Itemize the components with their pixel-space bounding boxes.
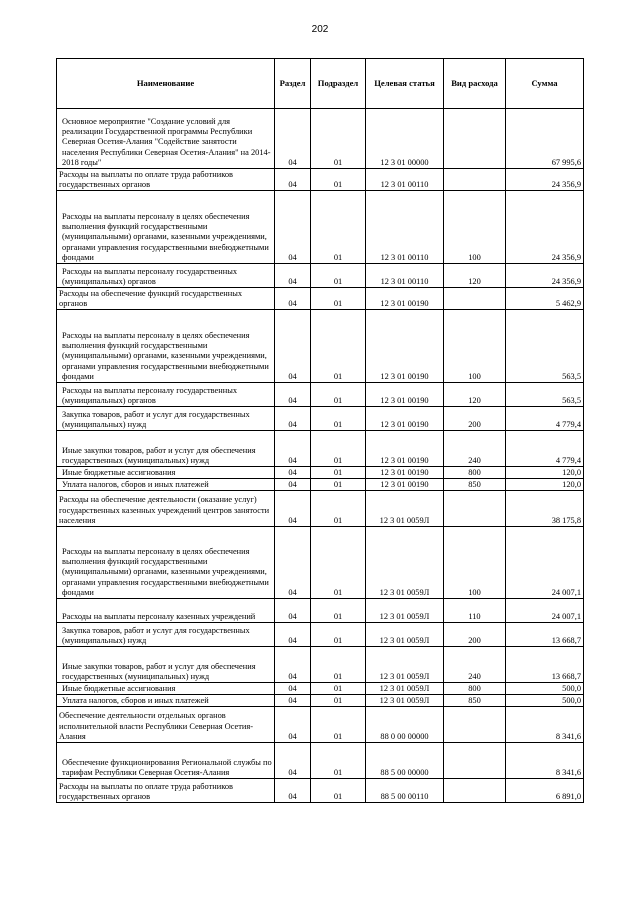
table-row	[57, 169, 584, 191]
row-expense-type: 850	[444, 695, 506, 707]
row-expense-type: 120	[444, 264, 506, 288]
row-name: Закупка товаров, работ и услуг для государственных (муниципальных) нужд	[57, 407, 275, 431]
row-sum: 4 779,4	[506, 407, 584, 431]
row-target: 12 3 01 00110	[366, 191, 444, 264]
row-subsection: 01	[311, 479, 366, 491]
row-section: 04	[275, 191, 311, 264]
table-row	[57, 527, 584, 599]
row-name: Расходы на выплаты персоналу в целях обеспечения выполнения функций государственными (муниципальными) органами, казенными учреждениями, органами управления государственными внебюджетными фондами	[57, 527, 275, 599]
row-target: 88 0 00 00000	[366, 707, 444, 743]
row-name: Иные бюджетные ассигнования	[57, 683, 275, 695]
row-section: 04	[275, 623, 311, 647]
col-header-subsection: Подраздел	[311, 59, 366, 109]
row-section: 04	[275, 467, 311, 479]
row-target: 12 3 01 0059Л	[366, 599, 444, 623]
row-section: 04	[275, 479, 311, 491]
row-subsection: 01	[311, 169, 366, 191]
row-target: 12 3 01 0059Л	[366, 647, 444, 683]
page-number: 202	[311, 24, 329, 35]
row-section: 04	[275, 383, 311, 407]
row-expense-type: 100	[444, 527, 506, 599]
table-row	[57, 407, 584, 431]
row-target: 88 5 00 00110	[366, 779, 444, 803]
row-subsection: 01	[311, 109, 366, 169]
row-name: Расходы на выплаты персоналу казенных учреждений	[57, 599, 275, 623]
row-section: 04	[275, 407, 311, 431]
table-row	[57, 467, 584, 479]
row-subsection: 01	[311, 707, 366, 743]
row-subsection: 01	[311, 695, 366, 707]
row-sum: 5 462,9	[506, 288, 584, 310]
row-name: Обеспечение функционирования Региональной службы по тарифам Республики Северная Осетия-Алания	[57, 743, 275, 779]
row-name: Расходы на выплаты персоналу в целях обеспечения выполнения функций государственными (муниципальными) органами, казенными учреждениями, органами управления государственными внебюджетными фондами	[57, 191, 275, 264]
row-subsection: 01	[311, 647, 366, 683]
row-section: 04	[275, 264, 311, 288]
row-name: Расходы на обеспечение функций государственных органов	[57, 288, 275, 310]
budget-table	[56, 58, 584, 803]
row-sum: 6 891,0	[506, 779, 584, 803]
row-name: Расходы на выплаты по оплате труда работников государственных органов	[57, 169, 275, 191]
row-subsection: 01	[311, 779, 366, 803]
row-sum: 8 341,6	[506, 707, 584, 743]
row-section: 04	[275, 169, 311, 191]
row-sum: 13 668,7	[506, 647, 584, 683]
table-row	[57, 647, 584, 683]
row-expense-type: 110	[444, 599, 506, 623]
row-expense-type: 120	[444, 383, 506, 407]
row-subsection: 01	[311, 288, 366, 310]
row-expense-type	[444, 109, 506, 169]
row-name: Расходы на обеспечение деятельности (оказание услуг) государственных казенных учреждений центров занятости населения	[57, 491, 275, 527]
col-header-target: Целевая статья	[366, 59, 444, 109]
row-target: 12 3 01 00190	[366, 431, 444, 467]
row-target: 12 3 01 00190	[366, 383, 444, 407]
row-section: 04	[275, 431, 311, 467]
table-row	[57, 623, 584, 647]
table-header	[57, 59, 584, 109]
col-header-sum: Сумма	[506, 59, 584, 109]
row-sum: 500,0	[506, 683, 584, 695]
header-row	[57, 59, 584, 109]
row-subsection: 01	[311, 683, 366, 695]
row-subsection: 01	[311, 467, 366, 479]
row-expense-type: 200	[444, 623, 506, 647]
col-header-section: Раздел	[275, 59, 311, 109]
row-subsection: 01	[311, 431, 366, 467]
row-expense-type: 200	[444, 407, 506, 431]
row-expense-type	[444, 779, 506, 803]
table-row	[57, 683, 584, 695]
row-target: 12 3 01 0059Л	[366, 491, 444, 527]
row-section: 04	[275, 310, 311, 383]
row-target: 12 3 01 00190	[366, 479, 444, 491]
row-section: 04	[275, 527, 311, 599]
table-row	[57, 599, 584, 623]
row-name: Основное мероприятие "Создание условий для реализации Государственной программы Республики Северная Осетия-Алания "Содействие занятости населения Республики Северная Осетия-Алания" на 2014-2018 годы"	[57, 109, 275, 169]
row-target: 12 3 01 0059Л	[366, 695, 444, 707]
row-section: 04	[275, 695, 311, 707]
row-target: 12 3 01 00110	[366, 169, 444, 191]
row-sum: 8 341,6	[506, 743, 584, 779]
table-row	[57, 191, 584, 264]
row-expense-type	[444, 288, 506, 310]
row-section: 04	[275, 288, 311, 310]
col-header-expense-type: Вид расхода	[444, 59, 506, 109]
row-target: 12 3 01 00000	[366, 109, 444, 169]
table-row	[57, 779, 584, 803]
row-expense-type: 240	[444, 647, 506, 683]
row-subsection: 01	[311, 599, 366, 623]
row-section: 04	[275, 743, 311, 779]
row-expense-type: 800	[444, 683, 506, 695]
row-section: 04	[275, 109, 311, 169]
row-expense-type: 240	[444, 431, 506, 467]
row-sum: 24 007,1	[506, 599, 584, 623]
row-target: 12 3 01 00110	[366, 264, 444, 288]
row-section: 04	[275, 779, 311, 803]
row-subsection: 01	[311, 407, 366, 431]
row-target: 12 3 01 00190	[366, 310, 444, 383]
row-name: Расходы на выплаты персоналу государственных (муниципальных) органов	[57, 383, 275, 407]
row-expense-type	[444, 743, 506, 779]
row-sum: 120,0	[506, 479, 584, 491]
row-sum: 500,0	[506, 695, 584, 707]
row-subsection: 01	[311, 527, 366, 599]
row-section: 04	[275, 683, 311, 695]
col-header-name: Наименование	[57, 59, 275, 109]
row-sum: 563,5	[506, 383, 584, 407]
row-name: Расходы на выплаты по оплате труда работников государственных органов	[57, 779, 275, 803]
row-target: 12 3 01 0059Л	[366, 623, 444, 647]
row-section: 04	[275, 491, 311, 527]
row-sum: 38 175,8	[506, 491, 584, 527]
row-section: 04	[275, 599, 311, 623]
row-subsection: 01	[311, 191, 366, 264]
row-name: Закупка товаров, работ и услуг для государственных (муниципальных) нужд	[57, 623, 275, 647]
row-sum: 24 356,9	[506, 169, 584, 191]
row-sum: 24 356,9	[506, 191, 584, 264]
table-row	[57, 383, 584, 407]
table-row	[57, 431, 584, 467]
row-name: Иные закупки товаров, работ и услуг для обеспечения государственных (муниципальных) нужд	[57, 647, 275, 683]
table-row	[57, 491, 584, 527]
row-expense-type: 100	[444, 191, 506, 264]
row-name: Обеспечение деятельности отдельных органов исполнительной власти Республики Северная Осетия-Алания	[57, 707, 275, 743]
row-subsection: 01	[311, 491, 366, 527]
row-name: Иные закупки товаров, работ и услуг для обеспечения государственных (муниципальных) нужд	[57, 431, 275, 467]
row-sum: 4 779,4	[506, 431, 584, 467]
row-target: 12 3 01 0059Л	[366, 683, 444, 695]
row-sum: 563,5	[506, 310, 584, 383]
row-section: 04	[275, 707, 311, 743]
table-row	[57, 310, 584, 383]
row-target: 88 5 00 00000	[366, 743, 444, 779]
table-row	[57, 743, 584, 779]
row-subsection: 01	[311, 383, 366, 407]
table-row	[57, 288, 584, 310]
table-row	[57, 109, 584, 169]
row-name: Расходы на выплаты персоналу в целях обеспечения выполнения функций государственными (муниципальными) органами, казенными учреждениями, органами управления государственными внебюджетными фондами	[57, 310, 275, 383]
table-body	[57, 109, 584, 803]
row-expense-type	[444, 707, 506, 743]
table-row	[57, 707, 584, 743]
table-row	[57, 264, 584, 288]
row-target: 12 3 01 00190	[366, 407, 444, 431]
row-name: Уплата налогов, сборов и иных платежей	[57, 479, 275, 491]
row-name: Расходы на выплаты персоналу государственных (муниципальных) органов	[57, 264, 275, 288]
row-sum: 13 668,7	[506, 623, 584, 647]
table-row	[57, 695, 584, 707]
row-sum: 24 356,9	[506, 264, 584, 288]
row-name: Иные бюджетные ассигнования	[57, 467, 275, 479]
row-target: 12 3 01 00190	[366, 467, 444, 479]
row-expense-type: 800	[444, 467, 506, 479]
row-sum: 24 007,1	[506, 527, 584, 599]
row-expense-type: 100	[444, 310, 506, 383]
row-sum: 120,0	[506, 467, 584, 479]
row-sum: 67 995,6	[506, 109, 584, 169]
row-expense-type	[444, 491, 506, 527]
row-target: 12 3 01 00190	[366, 288, 444, 310]
table-row	[57, 479, 584, 491]
row-name: Уплата налогов, сборов и иных платежей	[57, 695, 275, 707]
row-section: 04	[275, 647, 311, 683]
row-expense-type: 850	[444, 479, 506, 491]
row-subsection: 01	[311, 623, 366, 647]
row-subsection: 01	[311, 743, 366, 779]
row-expense-type	[444, 169, 506, 191]
row-target: 12 3 01 0059Л	[366, 527, 444, 599]
row-subsection: 01	[311, 310, 366, 383]
row-subsection: 01	[311, 264, 366, 288]
